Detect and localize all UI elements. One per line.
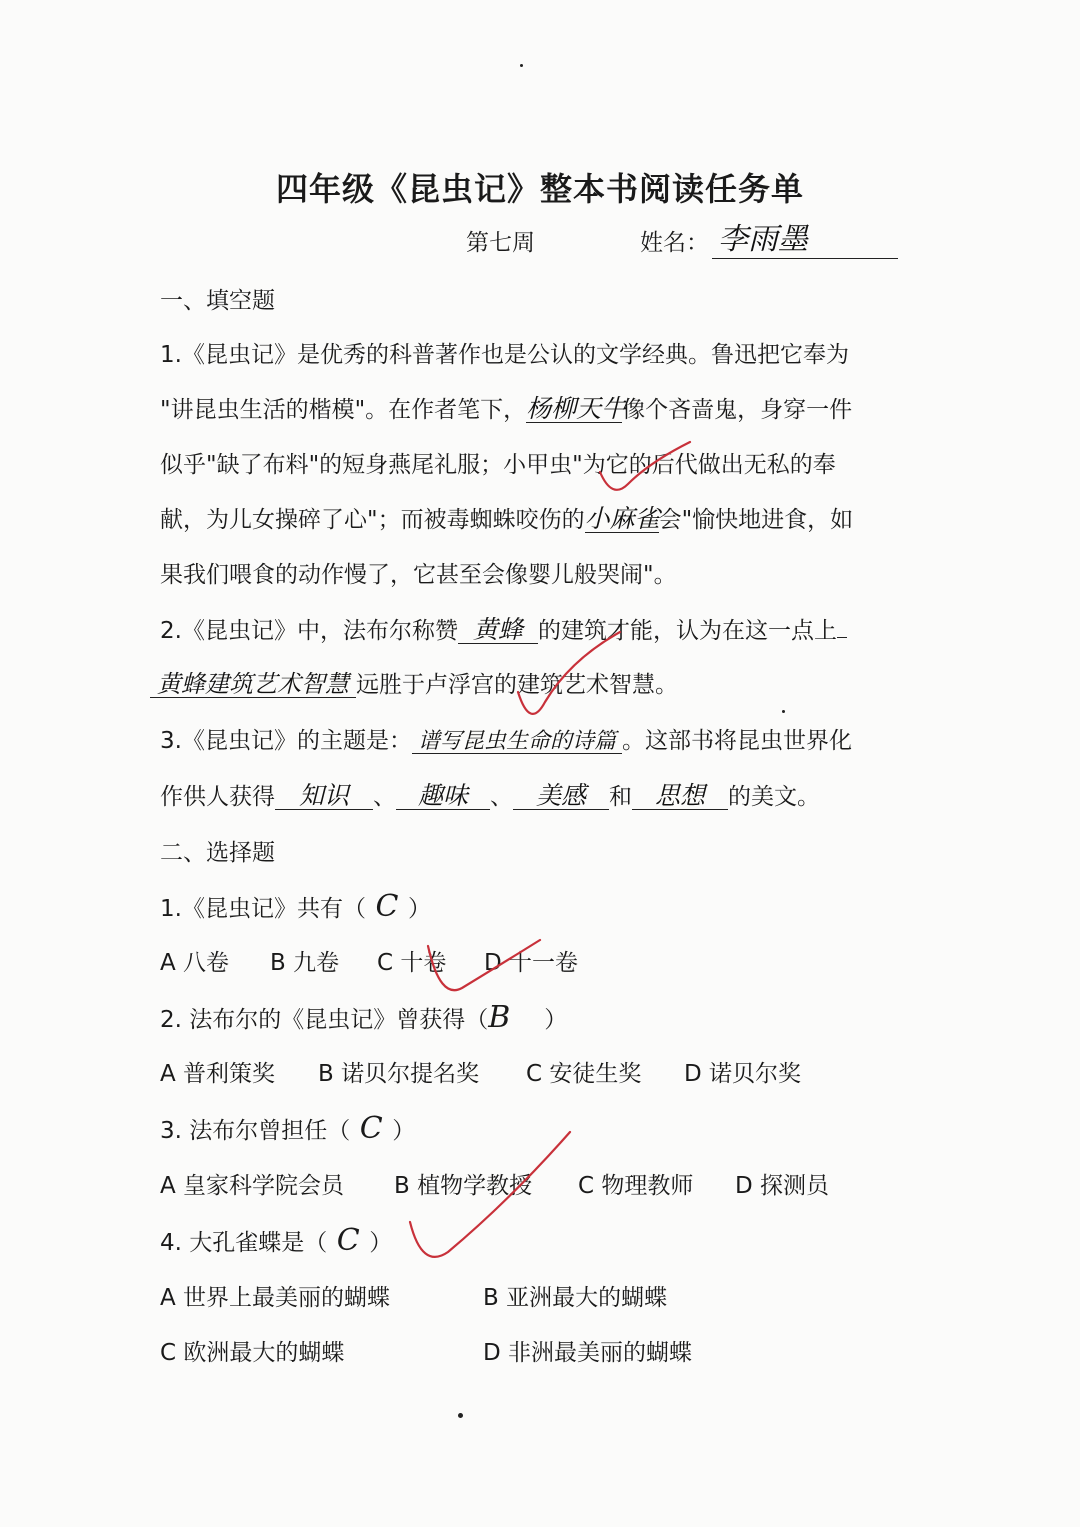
option-d[interactable]: D 探测员 (735, 1173, 830, 1199)
q3-answer-interest[interactable]: 趣味 (396, 783, 490, 810)
choice-4-answer[interactable]: C (336, 1223, 360, 1258)
check-mark-icon (410, 1132, 570, 1257)
q1-text: 会"愉快地进食，如 (658, 507, 854, 533)
q3-text: 的美文。 (728, 784, 820, 810)
option-b[interactable]: B 九卷 (270, 950, 340, 976)
choice-paren: ） (544, 1007, 568, 1033)
choice-question-text: 1.《昆虫记》共有（ (160, 896, 366, 922)
check-mark-icon (600, 442, 690, 490)
check-mark-icon (518, 632, 620, 714)
q3-answer-knowledge[interactable]: 知识 (275, 783, 373, 810)
q3-text: 3.《昆虫记》的主题是： (160, 728, 412, 754)
option-b[interactable]: B 诺贝尔提名奖 (318, 1061, 480, 1087)
option-c[interactable]: C 安徒生奖 (526, 1061, 642, 1087)
q2-answer-wasp[interactable]: 黄蜂 (458, 617, 538, 644)
option-c[interactable]: C 物理教师 (578, 1173, 694, 1199)
q1-text: 献，为儿女操碎了心"；而被毒蜘蛛咬伤的 (160, 507, 585, 533)
q1-line-5: 果我们喂食的动作慢了，它甚至会像婴儿般哭闹"。 (160, 562, 677, 588)
option-d[interactable]: D 诺贝尔奖 (684, 1061, 802, 1087)
q1-line-1: 1.《昆虫记》是优秀的科普著作也是公认的文学经典。鲁迅把它奉为 (160, 342, 849, 368)
option-d[interactable]: D 非洲最美丽的蝴蝶 (483, 1340, 693, 1366)
name-label: 姓名： (640, 230, 709, 256)
option-a[interactable]: A 八卷 (160, 950, 230, 976)
q3-text: 。这部书将昆虫世界化 (621, 728, 852, 754)
choice-1-answer[interactable]: C (375, 889, 399, 924)
option-a[interactable]: A 世界上最美丽的蝴蝶 (160, 1285, 391, 1311)
option-b[interactable]: B 植物学教授 (394, 1173, 533, 1199)
q2-text: 的建筑才能，认为在这一点上 (537, 618, 837, 644)
q2-text: 远胜于卢浮宫的建筑艺术智慧。 (356, 672, 678, 698)
q2-text: 2.《昆虫记》中，法布尔称赞 (160, 618, 458, 644)
choice-2-answer[interactable]: B (488, 1000, 511, 1035)
choice-paren: ） (392, 1118, 416, 1144)
option-a[interactable]: A 普利策奖 (160, 1061, 276, 1087)
q3-answer-theme[interactable]: 谱写昆虫生命的诗篇 (412, 730, 622, 754)
option-b[interactable]: B 亚洲最大的蝴蝶 (483, 1285, 668, 1311)
q3-separator: 、 (490, 784, 513, 810)
choice-paren: ） (369, 1230, 393, 1256)
q3-separator: 、 (373, 784, 396, 810)
q1-text: 像个吝啬鬼，身穿一件 (622, 397, 853, 423)
option-a[interactable]: A 皇家科学院会员 (160, 1173, 345, 1199)
check-mark-icon (428, 940, 540, 990)
section-choice-heading: 二、选择题 (160, 840, 275, 866)
q3-conjunction: 和 (609, 784, 632, 810)
page-title: 四年级《昆虫记》整本书阅读任务单 (275, 170, 804, 208)
q1-answer-sparrow[interactable]: 小麻雀 (584, 504, 660, 533)
q2-answer-wisdom[interactable]: 黄蜂建筑艺术智慧 (150, 672, 356, 698)
choice-question-text: 4. 大孔雀蝶是（ (160, 1230, 328, 1256)
option-d[interactable]: D 十一卷 (484, 950, 579, 976)
q1-text: "讲昆虫生活的楷模"。在作者笔下， (160, 397, 527, 423)
q3-answer-thought[interactable]: 思想 (632, 783, 728, 810)
q1-line-3: 似乎"缺了布料"的短身燕尾礼服；小甲虫"为它的后代做出无私的奉 (160, 452, 836, 478)
q3-text: 作供人获得 (160, 784, 275, 810)
section-fill-blank-heading: 一、填空题 (160, 288, 275, 314)
choice-question-text: 2. 法布尔的《昆虫记》曾获得（ (160, 1007, 489, 1033)
choice-question-text: 3. 法布尔曾担任（ (160, 1118, 351, 1144)
week-label: 第七周 (466, 230, 535, 256)
choice-paren: ） (407, 896, 431, 922)
q3-answer-beauty[interactable]: 美感 (513, 783, 609, 810)
option-c[interactable]: C 十卷 (377, 950, 447, 976)
choice-3-answer[interactable]: C (359, 1111, 383, 1146)
q1-answer-beetle[interactable]: 杨柳天牛 (526, 394, 627, 423)
option-c[interactable]: C 欧洲最大的蝴蝶 (160, 1340, 345, 1366)
name-field[interactable]: 李雨墨 (712, 214, 898, 259)
